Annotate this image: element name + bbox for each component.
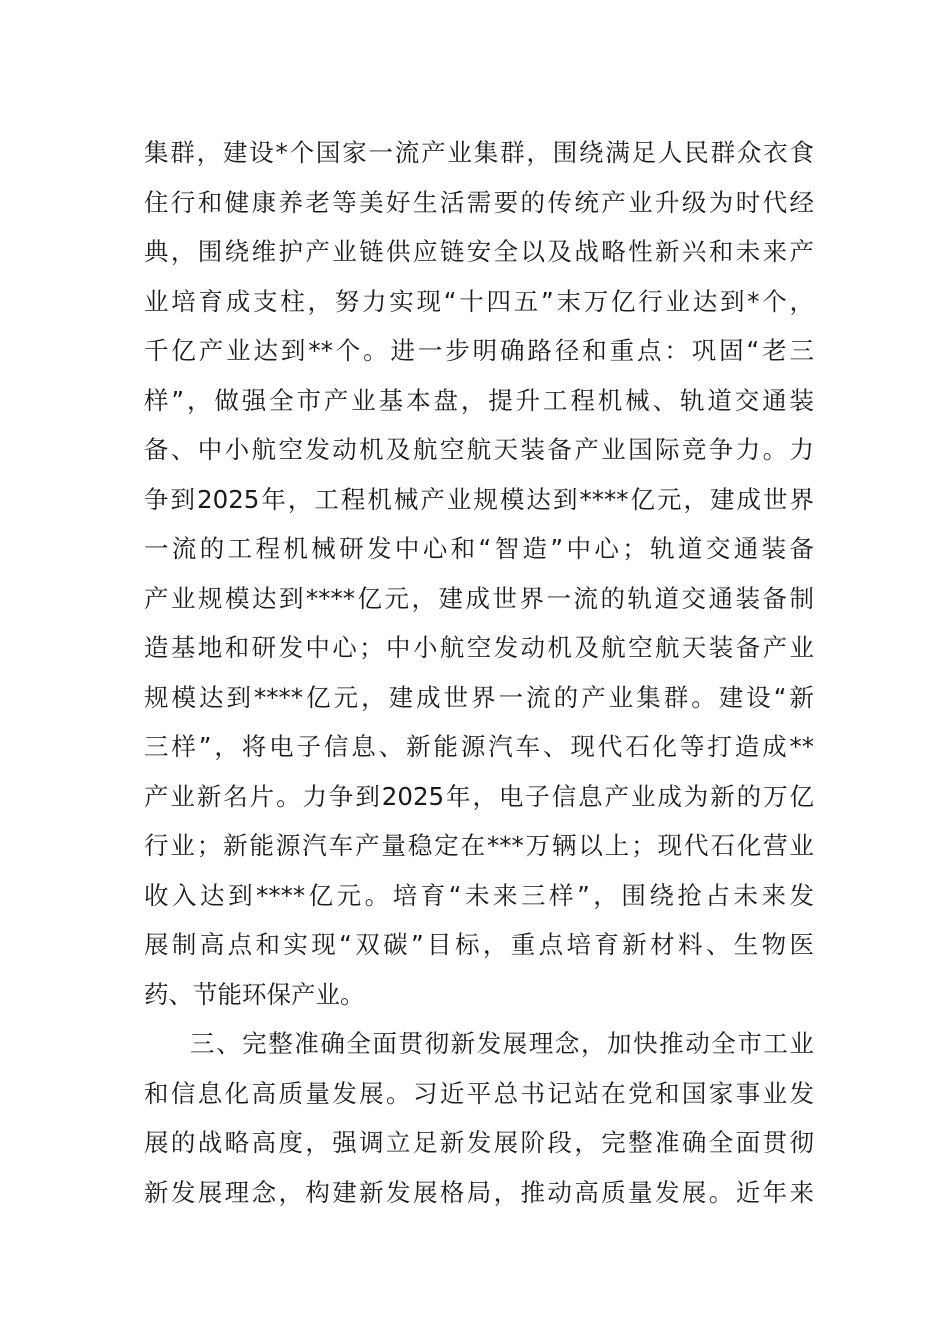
text-line: 典，围绕维护产业链供应链安全以及战略性新兴和未来产	[144, 237, 814, 266]
text-line: 新发展理念，构建新发展格局，推动高质量发展。近年来	[144, 1177, 814, 1207]
body-text	[144, 128, 814, 1217]
text-line: 展制高点和实现“双碳”目标，重点培育新材料、生物医	[144, 930, 814, 959]
text-line: 行业；新能源汽车产量稳定在***万辆以上；现代石化营业	[144, 831, 814, 860]
text-line: 千亿产业达到**个。进一步明确路径和重点：巩固“老三	[144, 336, 814, 365]
paragraph-end-line: 药、节能环保产业。	[144, 979, 365, 1009]
text-line: 产业规模达到****亿元，建成世界一流的轨道交通装备制	[144, 583, 814, 613]
text-line: 备、中小航空发动机及航空航天装备产业国际竞争力。力	[144, 435, 814, 464]
text-line: 造基地和研发中心；中小航空发动机及航空航天装备产业	[144, 633, 814, 662]
text-line: 一流的工程机械研发中心和“智造”中心；轨道交通装备	[144, 534, 814, 563]
text-line: 收入达到****亿元。培育“未来三样”，围绕抢占未来发	[144, 880, 814, 910]
text-line: 住行和健康养老等美好生活需要的传统产业升级为时代经	[144, 187, 814, 217]
text-line: 产业新名片。力争到2025年，电子信息产业成为新的万亿	[144, 781, 814, 811]
text-line: 规模达到****亿元，建成世界一流的产业集群。建设“新	[144, 682, 814, 712]
text-line: 三样”，将电子信息、新能源汽车、现代石化等打造成**	[144, 732, 814, 761]
section-three-heading-line: 三、完整准确全面贯彻新发展理念，加快推动全市工业	[190, 1029, 814, 1058]
text-line: 展的战略高度，强调立足新发展阶段，完整准确全面贯彻	[144, 1128, 814, 1157]
text-line: 业培育成支柱，努力实现“十四五”末万亿行业达到*个，	[144, 286, 814, 316]
text-line: 和信息化高质量发展。习近平总书记站在党和国家事业发	[144, 1078, 814, 1108]
text-line: 样”，做强全市产业基本盘，提升工程机械、轨道交通装	[144, 385, 814, 415]
text-line: 争到2025年，工程机械产业规模达到****亿元，建成世界	[144, 484, 814, 514]
text-line: 集群，建设*个国家一流产业集群，围绕满足人民群众衣食	[144, 138, 814, 167]
